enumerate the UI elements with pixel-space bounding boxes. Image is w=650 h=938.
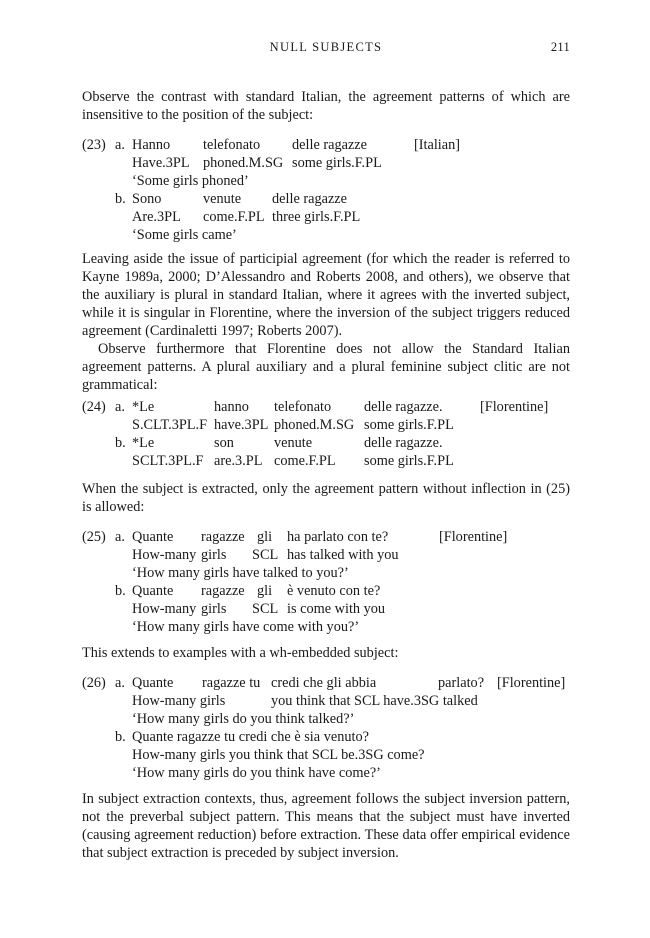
gloss-word: Quante — [132, 583, 174, 599]
paragraph — [82, 644, 570, 662]
language-tag: [Florentine] — [439, 529, 508, 545]
gloss-word: telefonato — [203, 137, 261, 153]
text-line: Leaving aside the issue of participial agreement (for which the reader is referred to — [82, 251, 570, 267]
example-translation — [82, 710, 582, 728]
example-label: a. — [115, 529, 125, 545]
gloss-word: ragazze tu — [202, 675, 261, 691]
translation-text: ‘How many girls have come with you?’ — [132, 619, 360, 635]
gloss-word: parlato? — [438, 675, 485, 691]
example-line — [82, 528, 582, 546]
gloss-word: ragazze — [201, 583, 245, 599]
example-label: b. — [115, 729, 126, 745]
paragraph — [82, 340, 570, 394]
example-line — [82, 746, 582, 764]
example-line — [82, 190, 582, 208]
example-line — [82, 434, 582, 452]
gloss-word: some girls.F.PL — [292, 155, 382, 171]
language-tag: [Italian] — [414, 137, 461, 153]
example-translation — [82, 564, 582, 582]
gloss-word: SCLT.3PL.F — [132, 453, 204, 469]
text-line: the auxiliary is plural in standard Italian, where it agrees with the inverted subject, — [82, 287, 570, 303]
text-line: insensitive to the position of the subject: — [82, 107, 314, 123]
text-line: When the subject is extracted, only the agreement pattern without inflection in (25) — [82, 481, 570, 497]
example-label: a. — [115, 675, 125, 691]
example-line — [82, 546, 582, 564]
gloss-word: gli — [257, 529, 273, 545]
gloss-word: Have.3PL — [132, 155, 190, 171]
gloss-word: is come with you — [287, 601, 386, 617]
gloss-word: venute — [274, 435, 313, 451]
translation-text: ‘Some girls came’ — [132, 227, 237, 243]
gloss-word: delle ragazze — [272, 191, 347, 207]
gloss-word: some girls.F.PL — [364, 417, 454, 433]
gloss-word: How-many — [132, 547, 197, 563]
text-line: agreement (Cardinaletti 1997; Roberts 2007). — [82, 323, 343, 339]
gloss-word: ragazze — [201, 529, 245, 545]
translation-text: ‘How many girls have talked to you?’ — [132, 565, 349, 581]
paragraph-conclusion — [82, 790, 570, 862]
paragraph-intro — [82, 88, 570, 124]
gloss-word: you think that SCL have.3SG talked — [271, 693, 478, 709]
text-line: Observe the contrast with standard Italian, the agreement patterns of which are — [82, 89, 570, 105]
gloss-word: credi che gli abbia — [271, 675, 377, 691]
gloss-word: girls — [201, 547, 227, 563]
gloss-word: SCL — [252, 601, 279, 617]
example-line — [82, 692, 582, 710]
gloss-word: son — [214, 435, 234, 451]
example-line — [82, 728, 582, 746]
text-line: Kayne 1989a, 2000; D’Alessandro and Roberts 2008, and others), we observe that — [82, 269, 570, 285]
translation-text: ‘How many girls do you think talked?’ — [132, 711, 355, 727]
gloss-word: ha parlato con te? — [287, 529, 389, 545]
gloss-word: *Le — [132, 399, 155, 415]
example-line — [82, 136, 582, 154]
gloss-word: phoned.M.SG — [274, 417, 355, 433]
example-number: (24) — [82, 399, 106, 415]
gloss-word: girls — [201, 601, 227, 617]
gloss-word: *Le — [132, 435, 155, 451]
example-label: b. — [115, 191, 126, 207]
example-translation — [82, 172, 582, 190]
example-line — [82, 208, 582, 226]
example-sentence: Quante ragazze tu credi che è sia venuto? — [132, 729, 369, 745]
page-number: 211 — [550, 40, 570, 54]
example-gloss: How-many girls you think that SCL be.3SG come? — [132, 747, 425, 763]
gloss-word: S.CLT.3PL.F — [132, 417, 208, 433]
example-line — [82, 600, 582, 618]
example-line — [82, 416, 582, 434]
gloss-word: Hanno — [132, 137, 171, 153]
example-line — [82, 154, 582, 172]
language-tag: [Florentine] — [480, 399, 549, 415]
example-translation — [82, 226, 582, 244]
example-label: b. — [115, 435, 126, 451]
gloss-word: Quante — [132, 675, 174, 691]
running-head: NULL SUBJECTS — [269, 40, 383, 54]
gloss-word: è venuto con te? — [287, 583, 381, 599]
gloss-word: How-many girls — [132, 693, 226, 709]
text-line: This extends to examples with a wh-embedded subject: — [82, 645, 399, 661]
example-line — [82, 452, 582, 470]
example-translation — [82, 618, 582, 636]
text-line: (causing agreement reduction) before extraction. These data offer empirical evidence — [82, 827, 570, 843]
gloss-word: hanno — [214, 399, 249, 415]
gloss-word: delle ragazze. — [364, 399, 443, 415]
translation-text: ‘How many girls do you think have come?’ — [132, 765, 381, 781]
gloss-word: phoned.M.SG — [203, 155, 284, 171]
gloss-word: have.3PL — [214, 417, 269, 433]
gloss-word: delle ragazze. — [364, 435, 443, 451]
example-translation — [82, 764, 582, 782]
paragraph — [82, 250, 570, 340]
example-number: (23) — [82, 137, 106, 153]
example-number: (25) — [82, 529, 106, 545]
gloss-word: delle ragazze — [292, 137, 367, 153]
example-number: (26) — [82, 675, 106, 691]
gloss-word: some girls.F.PL — [364, 453, 454, 469]
gloss-word: Sono — [132, 191, 162, 207]
gloss-word: has talked with you — [287, 547, 399, 563]
gloss-word: come.F.PL — [203, 209, 265, 225]
example-label: b. — [115, 583, 126, 599]
text-line: while it is singular in Florentine, where the inversion of the subject triggers reduced — [82, 305, 570, 321]
gloss-word: three girls.F.PL — [272, 209, 361, 225]
text-line: Observe furthermore that Florentine does not allow the Standard Italian — [98, 341, 570, 357]
gloss-word: are.3.PL — [214, 453, 263, 469]
example-line — [82, 582, 582, 600]
example-line — [82, 674, 582, 692]
gloss-word: Quante — [132, 529, 174, 545]
translation-text: ‘Some girls phoned’ — [132, 173, 249, 189]
text-line: agreement patterns. A plural auxiliary and a plural feminine subject clitic are not — [82, 359, 570, 375]
gloss-word: gli — [257, 583, 273, 599]
gloss-word: SCL — [252, 547, 279, 563]
example-line — [82, 398, 582, 416]
paragraph — [82, 480, 570, 516]
text-line: not the preverbal subject pattern. This means that the subject must have inverted — [82, 809, 570, 825]
text-line: In subject extraction contexts, thus, agreement follows the subject inversion pattern, — [82, 791, 570, 807]
gloss-word: telefonato — [274, 399, 332, 415]
gloss-word: How-many — [132, 601, 197, 617]
example-label: a. — [115, 137, 125, 153]
page-header — [82, 40, 570, 60]
gloss-word: Are.3PL — [132, 209, 181, 225]
example-label: a. — [115, 399, 125, 415]
text-line: is allowed: — [82, 499, 145, 515]
text-line: that subject extraction is preceded by subject inversion. — [82, 845, 399, 861]
language-tag: [Florentine] — [497, 675, 566, 691]
gloss-word: venute — [203, 191, 242, 207]
text-line: grammatical: — [82, 377, 158, 393]
gloss-word: come.F.PL — [274, 453, 336, 469]
